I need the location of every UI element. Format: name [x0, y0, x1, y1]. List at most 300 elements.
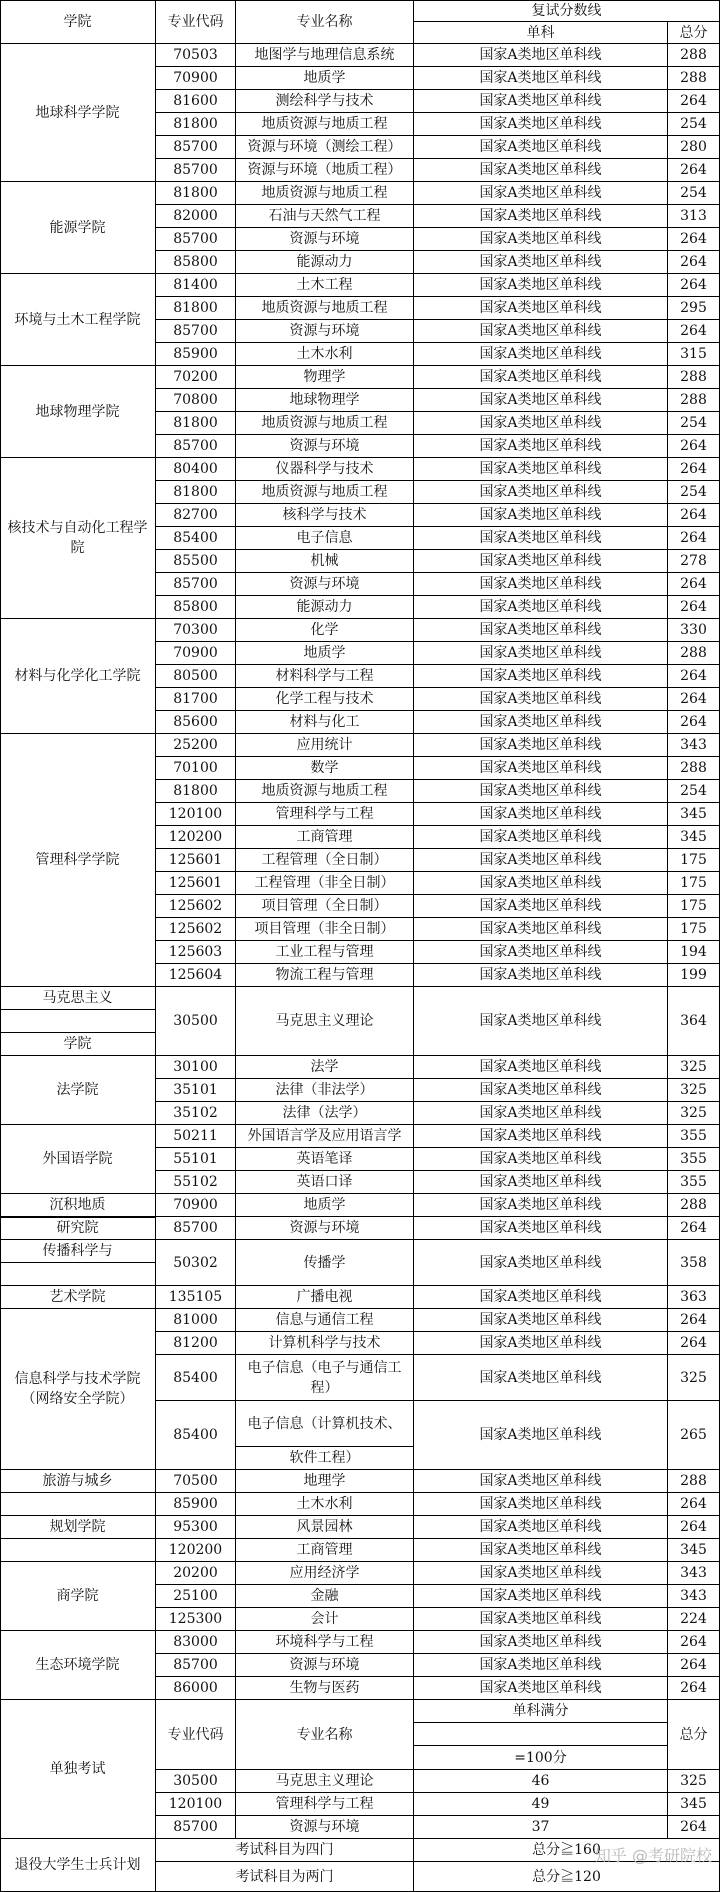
college-cell: 退役大学生士兵计划: [0, 1839, 156, 1892]
total-cell: 254: [668, 182, 720, 205]
code-cell: 80500: [156, 665, 236, 688]
college-cell: 单独考试: [0, 1700, 156, 1839]
college-cell: [0, 1010, 156, 1033]
total-cell: 364: [668, 987, 720, 1056]
major-cell: 工程管理（全日制）: [236, 849, 414, 872]
single-line-cell: 国家A类地区单科线: [414, 136, 668, 159]
major-cell: 资源与环境: [236, 1217, 414, 1240]
single-line-cell: 国家A类地区单科线: [414, 1102, 668, 1125]
total-cell: 264: [668, 711, 720, 734]
total-cell: 295: [668, 297, 720, 320]
code-cell: 55102: [156, 1171, 236, 1194]
major-cell: 环境科学与工程: [236, 1631, 414, 1654]
major-cell: 英语口译: [236, 1171, 414, 1194]
major-cell: 计算机科学与技术: [236, 1332, 414, 1355]
total-cell: 355: [668, 1148, 720, 1171]
total-cell: 264: [668, 1654, 720, 1677]
code-cell: 70300: [156, 619, 236, 642]
total-cell: 264: [668, 458, 720, 481]
code-cell: 120200: [156, 1539, 236, 1562]
single-line-cell: 国家A类地区单科线: [414, 412, 668, 435]
single-line-cell: 国家A类地区单科线: [414, 435, 668, 458]
major-cell: 地质学: [236, 67, 414, 90]
total-cell: 264: [668, 688, 720, 711]
single-line-cell: 国家A类地区单科线: [414, 343, 668, 366]
code-cell: 83000: [156, 1631, 236, 1654]
code-cell: 125602: [156, 918, 236, 941]
total-cell: 363: [668, 1286, 720, 1309]
major-cell: 管理科学与工程: [236, 1793, 414, 1816]
college-cell: 学院: [0, 1033, 156, 1056]
major-cell: 马克思主义理论: [236, 1770, 414, 1793]
code-cell: 81600: [156, 90, 236, 113]
code-cell: 81200: [156, 1332, 236, 1355]
code-cell: 82000: [156, 205, 236, 228]
single-line-cell: 国家A类地区单科线: [414, 228, 668, 251]
major-cell: 测绘科学与技术: [236, 90, 414, 113]
major-cell: 英语笔译: [236, 1148, 414, 1171]
single-line-cell: 国家A类地区单科线: [414, 1194, 668, 1217]
single-line-cell: 国家A类地区单科线: [414, 1148, 668, 1171]
college-cell: 外国语学院: [0, 1125, 156, 1194]
single-line-cell: 国家A类地区单科线: [414, 1493, 668, 1516]
total-cell: 355: [668, 1125, 720, 1148]
code-cell: 86000: [156, 1677, 236, 1700]
veteran-total: 总分≧120: [414, 1862, 720, 1892]
code-cell: 70800: [156, 389, 236, 412]
single-line-cell: 国家A类地区单科线: [414, 205, 668, 228]
total-cell: 254: [668, 481, 720, 504]
total-cell: 325: [668, 1079, 720, 1102]
total-cell: 264: [668, 596, 720, 619]
college-cell: 法学院: [0, 1056, 156, 1125]
major-cell: 核科学与技术: [236, 504, 414, 527]
total-cell: 325: [668, 1056, 720, 1079]
single-line-cell: 国家A类地区单科线: [414, 481, 668, 504]
watermark: 知乎 @考研院校: [594, 1846, 712, 1865]
major-cell: 传播学: [236, 1240, 414, 1286]
total-cell: 264: [668, 228, 720, 251]
college-cell: 核技术与自动化工程学院: [0, 458, 156, 619]
header-college: 学院: [0, 0, 156, 44]
code-cell: 85700: [156, 1654, 236, 1677]
header-code: 专业代码: [156, 1700, 236, 1770]
major-cell: 能源动力: [236, 596, 414, 619]
total-cell: 343: [668, 1562, 720, 1585]
college-cell: 材料与化学化工学院: [0, 619, 156, 734]
code-cell: 30500: [156, 987, 236, 1056]
total-cell: 264: [668, 159, 720, 182]
major-cell: 资源与环境（地质工程）: [236, 159, 414, 182]
single-line-cell: 国家A类地区单科线: [414, 1516, 668, 1539]
single-line-cell: 国家A类地区单科线: [414, 1125, 668, 1148]
total-cell: 264: [668, 435, 720, 458]
single-line-cell: 国家A类地区单科线: [414, 458, 668, 481]
college-cell: 艺术学院: [0, 1286, 156, 1309]
total-cell: 288: [668, 389, 720, 412]
college-cell: [0, 1493, 156, 1516]
total-cell: 343: [668, 734, 720, 757]
code-cell: 85700: [156, 159, 236, 182]
major-cell: 土木工程: [236, 274, 414, 297]
single-line-cell: 国家A类地区单科线: [414, 1562, 668, 1585]
single-line-cell: 国家A类地区单科线: [414, 1654, 668, 1677]
single-line-cell: 国家A类地区单科线: [414, 251, 668, 274]
college-cell: 马克思主义: [0, 987, 156, 1010]
major-cell: 工商管理: [236, 1539, 414, 1562]
total-cell: 288: [668, 366, 720, 389]
total-cell: 288: [668, 1470, 720, 1493]
major-cell: 广播电视: [236, 1286, 414, 1309]
total-cell: 264: [668, 1332, 720, 1355]
code-cell: 50211: [156, 1125, 236, 1148]
total-cell: 264: [668, 1309, 720, 1332]
single-line-cell: 国家A类地区单科线: [414, 90, 668, 113]
college-cell: 生态环境学院: [0, 1631, 156, 1700]
header-single-full: 单科满分: [414, 1700, 668, 1723]
code-cell: 85600: [156, 711, 236, 734]
code-cell: 70200: [156, 366, 236, 389]
major-cell: 项目管理（全日制）: [236, 895, 414, 918]
single-score-cell: 49: [414, 1793, 668, 1816]
major-cell: 项目管理（非全日制）: [236, 918, 414, 941]
code-cell: 85700: [156, 228, 236, 251]
single-line-cell: 国家A类地区单科线: [414, 1631, 668, 1654]
major-cell: 地质资源与地质工程: [236, 481, 414, 504]
total-cell: 175: [668, 872, 720, 895]
major-cell: 电子信息（计算机技术、: [236, 1401, 414, 1447]
code-cell: 81400: [156, 274, 236, 297]
total-cell: 355: [668, 1171, 720, 1194]
total-cell: 264: [668, 527, 720, 550]
major-cell: 地质资源与地质工程: [236, 412, 414, 435]
code-cell: 125601: [156, 872, 236, 895]
major-cell: 外国语言学及应用语言学: [236, 1125, 414, 1148]
major-cell: 材料与化工: [236, 711, 414, 734]
code-cell: 85400: [156, 1401, 236, 1470]
code-cell: 20200: [156, 1562, 236, 1585]
single-line-cell: 国家A类地区单科线: [414, 711, 668, 734]
major-cell: 物理学: [236, 366, 414, 389]
major-cell: 石油与天然气工程: [236, 205, 414, 228]
code-cell: 35101: [156, 1079, 236, 1102]
code-cell: 120200: [156, 826, 236, 849]
code-cell: 85700: [156, 1816, 236, 1839]
single-line-cell: 国家A类地区单科线: [414, 1240, 668, 1286]
single-line-cell: 国家A类地区单科线: [414, 1171, 668, 1194]
major-cell: 法学: [236, 1056, 414, 1079]
single-line-cell: 国家A类地区单科线: [414, 1217, 668, 1240]
single-line-cell: 国家A类地区单科线: [414, 895, 668, 918]
total-cell: 325: [668, 1770, 720, 1793]
single-line-cell: 国家A类地区单科线: [414, 734, 668, 757]
major-cell: 马克思主义理论: [236, 987, 414, 1056]
header-eq100: =100分: [414, 1746, 668, 1770]
major-cell: 土木水利: [236, 343, 414, 366]
total-cell: 325: [668, 1102, 720, 1125]
total-cell: 224: [668, 1608, 720, 1631]
single-score-cell: 46: [414, 1770, 668, 1793]
total-cell: 313: [668, 205, 720, 228]
code-cell: 25100: [156, 1585, 236, 1608]
major-cell: 数学: [236, 757, 414, 780]
header-single: 单科: [414, 22, 668, 44]
total-cell: 345: [668, 803, 720, 826]
total-cell: 254: [668, 113, 720, 136]
total-cell: 194: [668, 941, 720, 964]
header-code: 专业代码: [156, 0, 236, 44]
single-line-cell: 国家A类地区单科线: [414, 527, 668, 550]
header-retest: 复试分数线: [414, 0, 720, 22]
single-line-cell: 国家A类地区单科线: [414, 619, 668, 642]
code-cell: 70900: [156, 1194, 236, 1217]
single-line-cell: 国家A类地区单科线: [414, 44, 668, 67]
single-line-cell: 国家A类地区单科线: [414, 389, 668, 412]
major-cell: 资源与环境: [236, 573, 414, 596]
major-cell: 能源动力: [236, 251, 414, 274]
total-cell: 264: [668, 504, 720, 527]
major-cell: 地质资源与地质工程: [236, 780, 414, 803]
code-cell: 50302: [156, 1240, 236, 1286]
major-cell: 地质学: [236, 642, 414, 665]
single-line-cell: 国家A类地区单科线: [414, 826, 668, 849]
major-cell: 地图学与地理信息系统: [236, 44, 414, 67]
code-cell: 81800: [156, 182, 236, 205]
total-cell: 315: [668, 343, 720, 366]
single-line-cell: 国家A类地区单科线: [414, 1309, 668, 1332]
total-cell: 175: [668, 918, 720, 941]
single-line-cell: 国家A类地区单科线: [414, 320, 668, 343]
code-cell: 25200: [156, 734, 236, 757]
code-cell: 85900: [156, 343, 236, 366]
major-cell: 材料科学与工程: [236, 665, 414, 688]
code-cell: 70900: [156, 642, 236, 665]
college-cell: 地球科学学院: [0, 44, 156, 182]
header-total: 总分: [668, 22, 720, 44]
code-cell: 85700: [156, 435, 236, 458]
code-cell: 30500: [156, 1770, 236, 1793]
college-cell: 管理科学学院: [0, 734, 156, 987]
total-cell: 325: [668, 1355, 720, 1401]
header-total: 总分: [668, 1700, 720, 1770]
veteran-total: 总分≧160: [414, 1839, 720, 1862]
code-cell: 85400: [156, 1355, 236, 1401]
major-cell: 生物与医药: [236, 1677, 414, 1700]
single-line-cell: 国家A类地区单科线: [414, 918, 668, 941]
total-cell: 264: [668, 1816, 720, 1839]
single-line-cell: 国家A类地区单科线: [414, 1286, 668, 1309]
total-cell: 264: [668, 251, 720, 274]
major-cell: 地质学: [236, 1194, 414, 1217]
total-cell: 288: [668, 67, 720, 90]
major-cell: 资源与环境: [236, 1654, 414, 1677]
total-cell: 345: [668, 1793, 720, 1816]
code-cell: 85900: [156, 1493, 236, 1516]
college-cell: 规划学院: [0, 1516, 156, 1539]
total-cell: 264: [668, 90, 720, 113]
code-cell: 85700: [156, 1217, 236, 1240]
total-cell: 264: [668, 1677, 720, 1700]
single-line-cell: 国家A类地区单科线: [414, 274, 668, 297]
major-cell: 地质资源与地质工程: [236, 113, 414, 136]
code-cell: 85700: [156, 136, 236, 159]
total-cell: 264: [668, 320, 720, 343]
code-cell: 85700: [156, 573, 236, 596]
total-cell: 330: [668, 619, 720, 642]
code-cell: 81000: [156, 1309, 236, 1332]
code-cell: 35102: [156, 1102, 236, 1125]
total-cell: 358: [668, 1240, 720, 1286]
total-cell: 288: [668, 642, 720, 665]
college-cell: 地球物理学院: [0, 366, 156, 458]
code-cell: 81800: [156, 481, 236, 504]
code-cell: 70900: [156, 67, 236, 90]
college-cell: 旅游与城乡: [0, 1470, 156, 1493]
college-cell: 能源学院: [0, 182, 156, 274]
single-line-cell: 国家A类地区单科线: [414, 803, 668, 826]
college-cell: 环境与土木工程学院: [0, 274, 156, 366]
single-line-cell: 国家A类地区单科线: [414, 1677, 668, 1700]
major-cell: 金融: [236, 1585, 414, 1608]
major-cell: 资源与环境: [236, 320, 414, 343]
single-line-cell: 国家A类地区单科线: [414, 1332, 668, 1355]
major-cell: 信息与通信工程: [236, 1309, 414, 1332]
total-cell: 264: [668, 1516, 720, 1539]
major-cell: 地质资源与地质工程: [236, 297, 414, 320]
major-cell: 土木水利: [236, 1493, 414, 1516]
major-cell: 仪器科学与技术: [236, 458, 414, 481]
major-cell: 会计: [236, 1608, 414, 1631]
single-line-cell: 国家A类地区单科线: [414, 366, 668, 389]
college-cell: 沉积地质: [0, 1194, 156, 1217]
code-cell: 70500: [156, 1470, 236, 1493]
single-line-cell: 国家A类地区单科线: [414, 872, 668, 895]
code-cell: 120100: [156, 803, 236, 826]
code-cell: 81800: [156, 780, 236, 803]
total-cell: 278: [668, 550, 720, 573]
code-cell: 95300: [156, 1516, 236, 1539]
college-cell: 信息科学与技术学院（网络安全学院）: [0, 1309, 156, 1470]
code-cell: 125604: [156, 964, 236, 987]
major-cell: 地质资源与地质工程: [236, 182, 414, 205]
total-cell: 345: [668, 826, 720, 849]
major-cell: 应用统计: [236, 734, 414, 757]
college-cell: [0, 1539, 156, 1562]
single-line-cell: 国家A类地区单科线: [414, 573, 668, 596]
code-cell: 81800: [156, 297, 236, 320]
single-line-cell: 国家A类地区单科线: [414, 941, 668, 964]
major-cell: 电子信息（电子与通信工程）: [236, 1355, 414, 1401]
total-cell: 288: [668, 1194, 720, 1217]
major-cell: 资源与环境: [236, 1816, 414, 1839]
college-cell: 研究院: [0, 1217, 156, 1240]
single-line-cell: 国家A类地区单科线: [414, 504, 668, 527]
single-line-cell: 国家A类地区单科线: [414, 780, 668, 803]
code-cell: 125602: [156, 895, 236, 918]
blank-cell: [414, 1723, 668, 1746]
code-cell: 120100: [156, 1793, 236, 1816]
total-cell: 199: [668, 964, 720, 987]
total-cell: 264: [668, 665, 720, 688]
single-line-cell: 国家A类地区单科线: [414, 1401, 668, 1470]
total-cell: 264: [668, 1217, 720, 1240]
total-cell: 264: [668, 573, 720, 596]
total-cell: 288: [668, 44, 720, 67]
single-line-cell: 国家A类地区单科线: [414, 113, 668, 136]
code-cell: 81800: [156, 412, 236, 435]
major-cell: 化学工程与技术: [236, 688, 414, 711]
major-cell: 机械: [236, 550, 414, 573]
major-cell: 物流工程与管理: [236, 964, 414, 987]
single-line-cell: 国家A类地区单科线: [414, 1608, 668, 1631]
total-cell: 288: [668, 757, 720, 780]
total-cell: 343: [668, 1585, 720, 1608]
code-cell: 80400: [156, 458, 236, 481]
single-line-cell: 国家A类地区单科线: [414, 297, 668, 320]
total-cell: 175: [668, 849, 720, 872]
single-line-cell: 国家A类地区单科线: [414, 182, 668, 205]
single-line-cell: 国家A类地区单科线: [414, 1079, 668, 1102]
code-cell: 85400: [156, 527, 236, 550]
total-cell: 265: [668, 1401, 720, 1470]
major-cell: 法律（非法学）: [236, 1079, 414, 1102]
code-cell: 30100: [156, 1056, 236, 1079]
major-cell: 电子信息: [236, 527, 414, 550]
code-cell: 85800: [156, 251, 236, 274]
single-line-cell: 国家A类地区单科线: [414, 550, 668, 573]
single-line-cell: 国家A类地区单科线: [414, 67, 668, 90]
code-cell: 85500: [156, 550, 236, 573]
single-line-cell: 国家A类地区单科线: [414, 849, 668, 872]
single-line-cell: 国家A类地区单科线: [414, 1355, 668, 1401]
major-cell: 工商管理: [236, 826, 414, 849]
major-cell: 地理学: [236, 1470, 414, 1493]
veteran-subjects: 考试科目为两门: [156, 1862, 414, 1892]
single-line-cell: 国家A类地区单科线: [414, 1470, 668, 1493]
single-line-cell: 国家A类地区单科线: [414, 964, 668, 987]
total-cell: 254: [668, 780, 720, 803]
total-cell: 264: [668, 1493, 720, 1516]
code-cell: 81800: [156, 113, 236, 136]
total-cell: 264: [668, 1631, 720, 1654]
college-cell: 传播科学与: [0, 1240, 156, 1263]
code-cell: 135105: [156, 1286, 236, 1309]
code-cell: 55101: [156, 1148, 236, 1171]
major-cell: 工业工程与管理: [236, 941, 414, 964]
code-cell: 85800: [156, 596, 236, 619]
single-line-cell: 国家A类地区单科线: [414, 596, 668, 619]
code-cell: 81700: [156, 688, 236, 711]
total-cell: 254: [668, 412, 720, 435]
major-cell: 地球物理学: [236, 389, 414, 412]
single-score-cell: 37: [414, 1816, 668, 1839]
single-line-cell: 国家A类地区单科线: [414, 1585, 668, 1608]
major-cell: 软件工程）: [236, 1447, 414, 1470]
single-line-cell: 国家A类地区单科线: [414, 642, 668, 665]
college-cell: [0, 1263, 156, 1286]
major-cell: 风景园林: [236, 1516, 414, 1539]
college-cell: 商学院: [0, 1562, 156, 1631]
major-cell: 资源与环境: [236, 435, 414, 458]
single-line-cell: 国家A类地区单科线: [414, 1539, 668, 1562]
total-cell: 345: [668, 1539, 720, 1562]
total-cell: 264: [668, 274, 720, 297]
code-cell: 125601: [156, 849, 236, 872]
major-cell: 工程管理（非全日制）: [236, 872, 414, 895]
code-cell: 70100: [156, 757, 236, 780]
total-cell: 280: [668, 136, 720, 159]
header-major: 专业名称: [236, 0, 414, 44]
